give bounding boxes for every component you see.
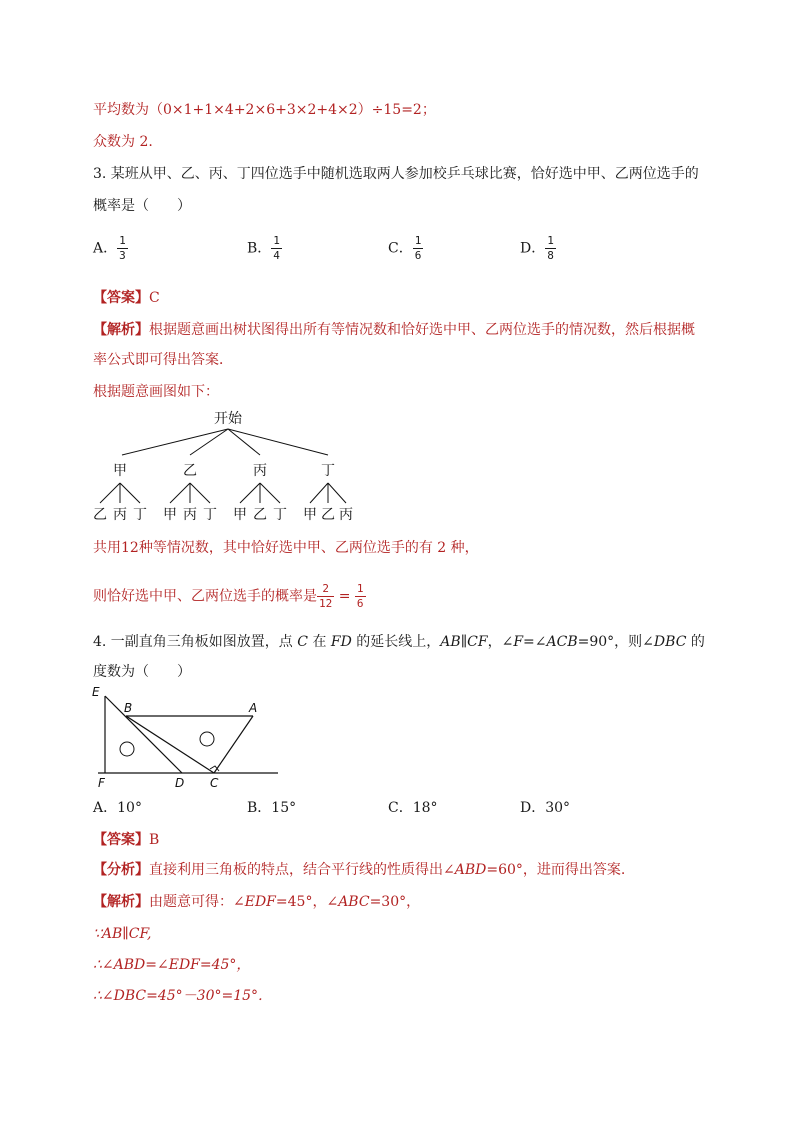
triangle-figure bbox=[88, 684, 283, 794]
tree-edge-4a bbox=[310, 483, 328, 503]
q3-option-d: D． $\frac{1}{8}$ bbox=[520, 234, 554, 262]
q4-fenxi: 【分析】直接利用三角板的特点，结合平行线的性质得出∠ABD=60°，进而得出答案. bbox=[93, 862, 626, 878]
label-d: D bbox=[175, 776, 185, 790]
q3-answer: 【答案】C bbox=[93, 290, 160, 306]
q3-probability-line: 则恰好选中甲、乙两位选手的概率是 $\frac{2}{12}$ = $\frac{1}{6}$ bbox=[93, 582, 364, 610]
tree-edge-root-1 bbox=[122, 429, 228, 455]
tree-edge-root-2 bbox=[190, 429, 228, 455]
tree-edge-3a bbox=[240, 483, 260, 503]
tree-leaf-3b: 乙 bbox=[253, 507, 267, 523]
set-square-hole-left bbox=[120, 742, 134, 756]
tree-leaf-1c: 丁 bbox=[133, 507, 147, 523]
tree-leaf-1b: 丙 bbox=[113, 507, 127, 523]
tree-leaf-4c: 丙 bbox=[339, 507, 353, 523]
q4-option-c: C．18° bbox=[388, 800, 438, 816]
q3-analysis-line2: 率公式即可得出答案． bbox=[93, 352, 233, 368]
mean-line: 平均数为（0×1+1×4+2×6+3×2+4×2）÷15=2； bbox=[93, 102, 436, 118]
q3-option-b: B． $\frac{1}{4}$ bbox=[247, 234, 280, 262]
tree-edge-2c bbox=[190, 483, 210, 503]
tree-leaf-4a: 甲 bbox=[303, 507, 317, 523]
q3-tree-intro: 根据题意画图如下： bbox=[93, 384, 219, 400]
label-c: C bbox=[210, 776, 219, 790]
q4-jiexi: 【解析】由题意可得：∠EDF=45°，∠ABC=30°， bbox=[93, 894, 421, 910]
tree-leaf-1a: 乙 bbox=[93, 507, 107, 523]
q4-step1: ∵AB∥CF, bbox=[93, 926, 152, 942]
tree-edge-3c bbox=[260, 483, 280, 503]
q4-option-a: A．10° bbox=[93, 800, 142, 816]
tree-branch-3: 丙 bbox=[253, 463, 267, 479]
mode-line: 众数为 2. bbox=[93, 134, 153, 150]
label-b: B bbox=[124, 701, 133, 715]
tree-leaf-2a: 甲 bbox=[163, 507, 177, 523]
segment-ac bbox=[214, 716, 253, 773]
q4-answer: 【答案】B bbox=[93, 832, 160, 848]
q3-option-a: A． $\frac{1}{3}$ bbox=[93, 234, 126, 262]
tree-leaf-3a: 甲 bbox=[233, 507, 247, 523]
q3-option-c: C． $\frac{1}{6}$ bbox=[388, 234, 422, 262]
tree-branch-4: 丁 bbox=[321, 463, 335, 479]
tree-leaf-2b: 丙 bbox=[183, 507, 197, 523]
tree-diagram bbox=[80, 405, 380, 530]
tree-root: 开始 bbox=[214, 411, 242, 427]
q4-stem-line2: 度数为（ ） bbox=[93, 664, 191, 680]
segment-bc bbox=[126, 716, 214, 773]
q3-total-line: 共用12种等情况数，其中恰好选中甲、乙两位选手的有 2 种， bbox=[93, 540, 479, 556]
tree-branch-1: 甲 bbox=[113, 463, 127, 479]
q4-option-b: B．15° bbox=[247, 800, 297, 816]
q4-stem-line1: 4. 一副直角三角板如图放置，点 C 在 FD 的延长线上，AB∥CF，∠F=∠ACB=90°，则∠DBC 的 bbox=[93, 634, 705, 650]
tree-edge-1c bbox=[120, 483, 140, 503]
q3-stem-line1: 3. 某班从甲、乙、丙、丁四位选手中随机选取两人参加校乒乓球比赛，恰好选中甲、乙两位选手的 bbox=[93, 166, 699, 182]
label-f: F bbox=[98, 776, 105, 790]
tree-edge-root-4 bbox=[228, 429, 328, 455]
segment-ed bbox=[105, 696, 182, 773]
label-e: E bbox=[92, 685, 100, 699]
tree-leaf-2c: 丁 bbox=[203, 507, 217, 523]
q4-option-d: D．30° bbox=[520, 800, 571, 816]
label-a: A bbox=[249, 701, 258, 715]
tree-edge-2a bbox=[170, 483, 190, 503]
tree-leaf-4b: 乙 bbox=[321, 507, 335, 523]
q4-step2: ∴∠ABD=∠EDF=45°， bbox=[93, 957, 251, 973]
tree-edge-1a bbox=[100, 483, 120, 503]
tree-leaf-3c: 丁 bbox=[273, 507, 287, 523]
set-square-hole-right bbox=[200, 732, 214, 746]
q3-stem-line2: 概率是（ ） bbox=[93, 198, 191, 214]
q3-analysis-line1: 【解析】根据题意画出树状图得出所有等情况数和恰好选中甲、乙两位选手的情况数，然后根据概 bbox=[93, 322, 695, 338]
q4-step3: ∴∠DBC=45°－30°=15°． bbox=[93, 988, 273, 1004]
tree-branch-2: 乙 bbox=[183, 463, 197, 479]
tree-edge-4c bbox=[328, 483, 346, 503]
